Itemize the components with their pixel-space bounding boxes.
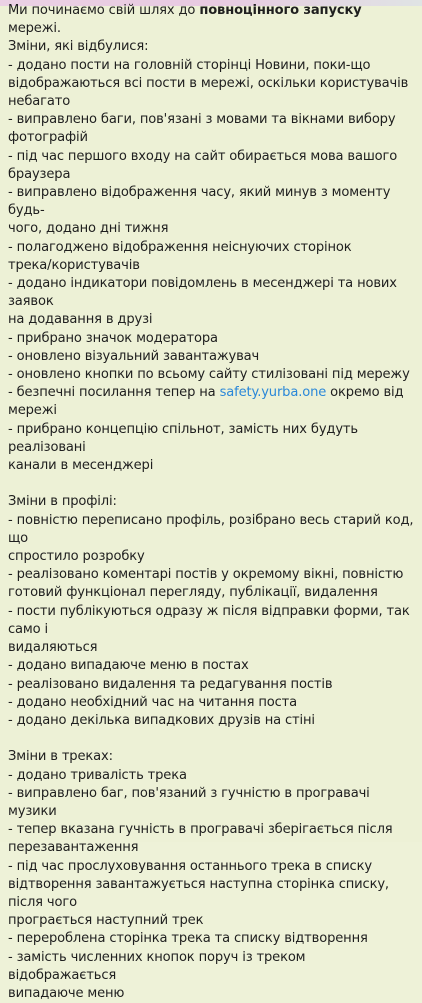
list-item: готовий функціонал перегляду, публікації, видалення xyxy=(8,585,378,601)
safety-link[interactable]: safety.yurba.one xyxy=(219,385,327,401)
list-item: мережі xyxy=(8,403,57,419)
list-item: небагато xyxy=(8,94,71,110)
list-item: - додано тривалість трека xyxy=(8,767,187,783)
list-item: - додано випадаюче меню в постах xyxy=(8,658,249,674)
list-item: - оновлено візуальний завантажувач xyxy=(8,348,260,364)
list-item: - додано необхідний час на читання поста xyxy=(8,694,297,710)
list-item: відображаються всі пости в мережі, оскільки користувачів xyxy=(8,75,409,91)
list-item: - полагоджено відображення неіснуючих сторінок xyxy=(8,239,352,255)
list-item: на додавання в друзі xyxy=(8,312,153,328)
list-item: програється наступний трек xyxy=(8,913,204,929)
paragraph-gap xyxy=(8,730,416,748)
intro-bold: повноцінного запуску xyxy=(199,3,362,18)
list-item: - виправлено баги, пов'язані з мовами та вікнами вибору xyxy=(8,112,396,128)
list-item: - замість численних кнопок поруч із треком відображається xyxy=(8,949,306,983)
list-item: - прибрано значок модератора xyxy=(8,330,218,346)
list-item: - перероблена сторінка трека та списку відтворення xyxy=(8,931,368,947)
list-item: спростило розробку xyxy=(8,549,145,565)
paragraph-gap xyxy=(8,475,416,493)
list-item: перезавантаження xyxy=(8,840,139,856)
section3-title: Зміни в треках: xyxy=(8,749,113,765)
section1-title: Зміни, які відбулися: xyxy=(8,39,149,55)
list-item: - додано пости на головній сторінці Новини, поки-що xyxy=(8,57,371,73)
list-item: випадаюче меню xyxy=(8,985,125,1001)
list-item: трека/користувачів xyxy=(8,257,140,273)
list-item: браузера xyxy=(8,166,71,182)
list-item: - виправлено відображення часу, який минув з моменту будь- xyxy=(8,185,391,219)
list-item: - під час першого входу на сайт обирається мова вашого xyxy=(8,148,398,164)
intro-prefix: Ми починаємо свій шлях до xyxy=(8,3,200,18)
intro-suffix: мережі. xyxy=(8,21,61,37)
list-item: - реалізовано коментарі постів у окремому вікні, повністю xyxy=(8,567,404,583)
list-item: - прибрано концепцію спільнот, замість них будуть реалізовані xyxy=(8,421,358,455)
list-item: - повністю переписано профіль, розібрано весь старий код, що xyxy=(8,512,414,546)
list-item: фотографій xyxy=(8,130,88,146)
list-item: - оновлено кнопки по всьому сайту стилізовані під мережу xyxy=(8,367,410,383)
list-item: - реалізовано видалення та редагування постів xyxy=(8,676,333,692)
list-item: - під час прослуховування останнього трека в списку xyxy=(8,858,372,874)
message-text xyxy=(8,2,416,1003)
section2-title: Зміни в профілі: xyxy=(8,494,117,510)
list-item: видаляються xyxy=(8,640,98,656)
list-item: чого, додано дні тижня xyxy=(8,221,169,237)
list-item: - тепер вказана гучність в програвачі зберігається після xyxy=(8,822,393,838)
list-item: - додано індикатори повідомлень в месенджері та нових заявок xyxy=(8,276,397,310)
link-line-prefix: - безпечні посилання тепер на xyxy=(8,385,220,401)
link-line xyxy=(8,384,416,402)
list-item: відтворення завантажується наступна сторінка списку, після чого xyxy=(8,876,389,910)
intro-line xyxy=(8,2,416,38)
link-line-suffix: окремо від xyxy=(326,385,404,401)
list-item: - додано декілька випадкових друзів на стіні xyxy=(8,712,315,728)
list-item: - пости публікуються одразу ж після відправки форми, так само і xyxy=(8,603,410,637)
list-item: - виправлено баг, пов'язаний з гучністю в програвачі музики xyxy=(8,785,370,819)
list-item: канали в месенджері xyxy=(8,458,154,474)
